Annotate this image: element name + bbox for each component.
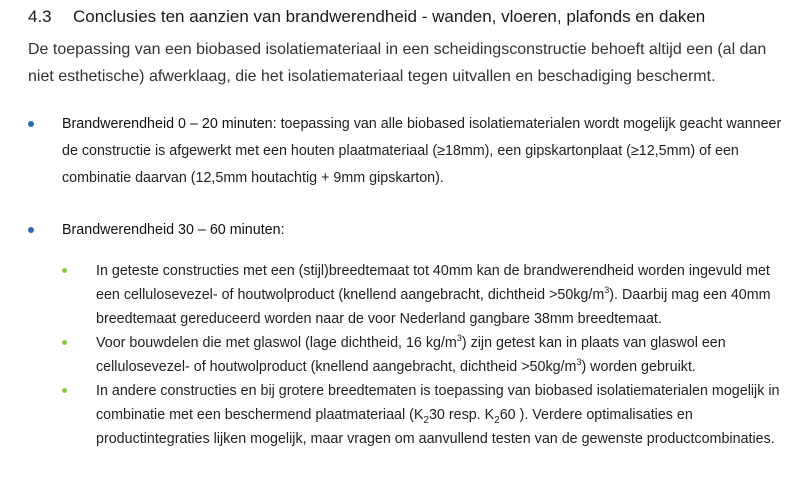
bullet-text <box>62 111 788 192</box>
sub-bullet-text-part: ). Daarbij mag een 40mm breedtemaat gereduceerd worden naar de voor Nederland gangbare 38mm breedtemaat. <box>96 287 771 327</box>
sub-bullet-icon <box>62 340 67 345</box>
bullet-icon <box>28 227 34 233</box>
section-heading <box>28 7 705 27</box>
bullet-body: toepassing van alle biobased isolatiematerialen wordt mogelijk geacht wanneer de constructie is afgewerkt met een houten plaatmateriaal (≥18mm), een gipskartonplaat (≥12,5mm) of een combinatie daarvan (12,5mm houtachtig + 9mm gipskarton). <box>62 116 782 186</box>
subscript: 2 <box>423 414 429 426</box>
sub-bullet-text-part: 30 resp. K <box>428 407 495 423</box>
superscript: 3 <box>576 357 582 368</box>
sub-bullet-text-part: ) zijn getest kan in plaats van glaswol een cellulosevezel- of houtwolproduct (knellend aangebracht, dichtheid >50kg/m <box>96 335 726 375</box>
sub-bullet-text <box>96 331 792 379</box>
sub-bullet-icon <box>62 268 67 273</box>
bullet-text <box>62 217 788 244</box>
superscript: 3 <box>604 285 610 296</box>
sub-bullet-text-part: In geteste constructies met een (stijl)breedtemaat tot 40mm kan de brandwerendheid worden ingevuld met een cellulosevezel- of houtwolproduct (knellend aangebracht, dichtheid >50kg/m <box>96 263 770 303</box>
sub-bullet-text-part: 60 ). Verdere optimalisaties en productintegraties lijken mogelijk, maar vragen om aanvullend testen van de gewenste productcombinaties. <box>96 407 775 447</box>
sub-bullet-text <box>96 379 792 451</box>
section-title: Conclusies ten aanzien van brandwerendheid - wanden, vloeren, plafonds en daken <box>73 7 706 26</box>
intro-paragraph: De toepassing van een biobased isolatiemateriaal in een scheidingsconstructie behoeft altijd een (al dan niet esthetische) afwerklaag, die het isolatiemateriaal tegen uitvallen en beschadiging beschermt. <box>28 41 767 85</box>
sub-bullet-text-part: ) worden gebruikt. <box>581 359 696 375</box>
subscript: 2 <box>494 414 500 426</box>
bullet-icon <box>28 121 34 127</box>
bullet-label: Brandwerendheid 0 – 20 minuten: <box>62 116 277 132</box>
bullet-label: Brandwerendheid 30 – 60 minuten: <box>62 222 285 238</box>
section-number: 4.3 <box>28 7 52 26</box>
sub-bullet-text <box>96 259 792 331</box>
sub-bullet-icon <box>62 388 67 393</box>
sub-bullet-text-part: Voor bouwdelen die met glaswol (lage dichtheid, 16 kg/m <box>96 335 457 351</box>
sub-bullet-text-part: In andere constructies en bij grotere breedtematen is toepassing van biobased isolatiematerialen mogelijk in combinatie met een beschermend plaatmateriaal (K <box>96 383 780 423</box>
superscript: 3 <box>456 333 462 344</box>
